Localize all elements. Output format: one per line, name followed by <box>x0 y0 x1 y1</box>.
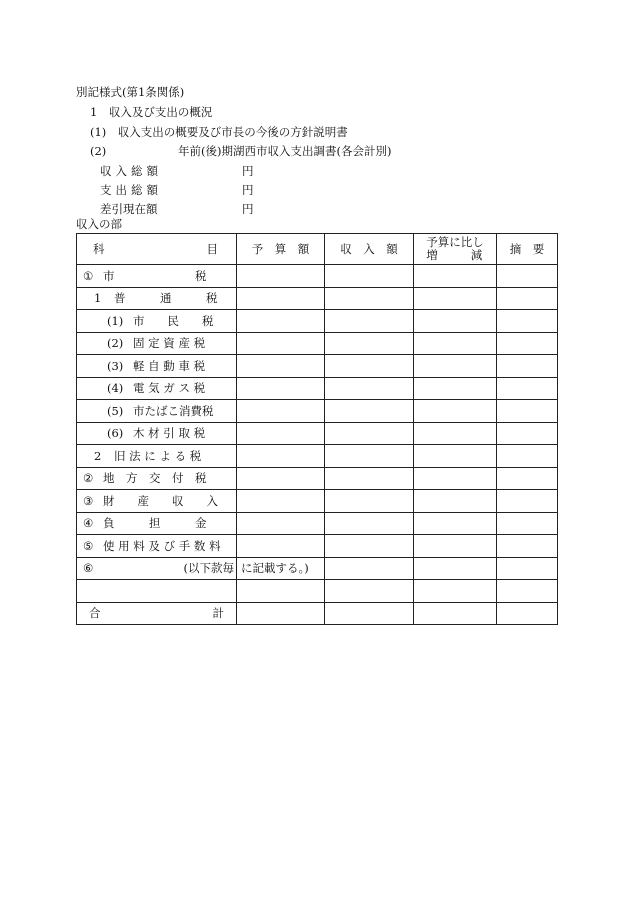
budget-cell[interactable] <box>237 535 325 558</box>
remarks-cell[interactable] <box>497 445 558 468</box>
total-label-left: 合 <box>89 606 101 621</box>
remarks-cell[interactable] <box>497 400 558 423</box>
row-number: ② <box>83 471 94 486</box>
budget-cell[interactable] <box>237 310 325 333</box>
row-label: 地 方 交 付 税 <box>103 471 207 486</box>
budget-cell[interactable] <box>237 400 325 423</box>
row-label: 負 担 金 <box>103 516 207 531</box>
row-label: 固 定 資 産 税 <box>133 336 206 351</box>
income-cell[interactable] <box>325 422 414 445</box>
row-subject <box>77 400 237 423</box>
header-compare-line1: 予算に比し <box>426 235 484 249</box>
row-label: 電 気 ガ ス 税 <box>133 381 206 396</box>
income-cell[interactable] <box>325 355 414 378</box>
row-label: 財 産 収 入 <box>103 493 218 508</box>
row-label: 木 材 引 取 税 <box>133 426 206 441</box>
row-number: 2 <box>94 448 102 463</box>
income-total-label: 収入総額 <box>100 164 162 178</box>
budget-cell[interactable] <box>237 422 325 445</box>
compare-cell[interactable] <box>414 355 497 378</box>
income-cell[interactable] <box>325 287 414 310</box>
row-subject <box>77 377 237 400</box>
row-subject <box>77 580 237 603</box>
compare-cell[interactable] <box>414 580 497 603</box>
revenue-table <box>76 233 558 625</box>
row-subject <box>77 422 237 445</box>
row-number: ⑤ <box>83 538 94 553</box>
row-label: 旧 法 に よ る 税 <box>114 448 202 463</box>
income-total-unit: 円 <box>242 164 254 178</box>
item-2-number: (2) <box>90 144 107 158</box>
section-heading-1: 1 収入及び支出の概況 <box>90 105 213 119</box>
compare-cell[interactable] <box>414 557 497 580</box>
form-title: 別記様式(第1条関係) <box>76 85 185 99</box>
row-number: 1 <box>94 291 102 306</box>
remarks-cell[interactable] <box>497 377 558 400</box>
remarks-cell[interactable] <box>497 422 558 445</box>
row-label: (以下款毎 <box>183 561 234 576</box>
table-row <box>77 265 558 288</box>
budget-cell[interactable] <box>237 377 325 400</box>
row-number: (1) <box>107 313 124 328</box>
item-1-text: (1) 収入支出の概要及び市長の今後の方針説明書 <box>90 125 348 139</box>
budget-cell[interactable] <box>237 512 325 535</box>
header-compare-decrease: 減 <box>470 248 483 262</box>
header-remarks: 摘 要 <box>497 234 558 265</box>
remarks-cell[interactable] <box>497 490 558 513</box>
table-row <box>77 535 558 558</box>
table-row <box>77 580 558 603</box>
table-row <box>77 332 558 355</box>
row-number: ① <box>83 268 94 283</box>
budget-cell[interactable] <box>237 332 325 355</box>
budget-cell[interactable] <box>237 557 325 580</box>
compare-cell[interactable] <box>414 265 497 288</box>
compare-cell[interactable] <box>414 310 497 333</box>
table-row <box>77 445 558 468</box>
compare-cell[interactable] <box>414 400 497 423</box>
balance-label: 差引現在額 <box>100 202 158 216</box>
compare-cell[interactable] <box>414 535 497 558</box>
row-subject <box>77 535 237 558</box>
remarks-cell[interactable] <box>497 535 558 558</box>
remarks-cell[interactable] <box>497 557 558 580</box>
table-row <box>77 355 558 378</box>
header-subject-left: 科 <box>93 242 105 256</box>
row-subject <box>77 512 237 535</box>
budget-cell[interactable] <box>237 287 325 310</box>
remarks-cell[interactable] <box>497 310 558 333</box>
compare-cell[interactable] <box>414 332 497 355</box>
row-label: 市 民 税 <box>133 313 214 328</box>
row-label: 使 用 料 及 び 手 数 料 <box>103 538 221 553</box>
row-subject <box>77 310 237 333</box>
income-cell[interactable] <box>325 445 414 468</box>
remarks-cell[interactable] <box>497 580 558 603</box>
balance-unit: 円 <box>242 202 254 216</box>
table-row <box>77 310 558 333</box>
row-label-continued: に記載する。) <box>241 561 309 576</box>
row-subject <box>77 332 237 355</box>
row-number: ④ <box>83 516 94 531</box>
header-compare-increase: 増 <box>426 248 438 262</box>
table-row <box>77 467 558 490</box>
total-subject <box>77 602 237 625</box>
row-subject <box>77 265 237 288</box>
row-subject <box>77 445 237 468</box>
table-row <box>77 287 558 310</box>
income-cell[interactable] <box>325 332 414 355</box>
income-cell[interactable] <box>325 512 414 535</box>
row-number: (6) <box>107 426 124 441</box>
row-number: ⑥ <box>83 561 94 576</box>
header-budget: 予 算 額 <box>237 234 325 265</box>
budget-cell[interactable] <box>237 467 325 490</box>
table-row <box>77 422 558 445</box>
header-income: 収 入 額 <box>325 234 414 265</box>
budget-cell[interactable] <box>237 490 325 513</box>
compare-cell[interactable] <box>414 467 497 490</box>
expense-total-label: 支出総額 <box>100 183 162 197</box>
header-compare <box>414 234 497 265</box>
budget-cell[interactable] <box>237 580 325 603</box>
total-compare-cell[interactable] <box>414 602 497 625</box>
remarks-cell[interactable] <box>497 265 558 288</box>
income-cell[interactable] <box>325 377 414 400</box>
compare-cell[interactable] <box>414 445 497 468</box>
header-subject <box>77 234 237 265</box>
row-number: (2) <box>107 336 124 351</box>
remarks-cell[interactable] <box>497 332 558 355</box>
income-cell[interactable] <box>325 467 414 490</box>
row-label: 市 税 <box>103 268 207 283</box>
remarks-cell[interactable] <box>497 355 558 378</box>
total-label-right: 計 <box>212 606 224 621</box>
remarks-cell[interactable] <box>497 512 558 535</box>
table-header-row <box>77 234 558 265</box>
income-cell[interactable] <box>325 400 414 423</box>
row-number: (3) <box>107 358 124 373</box>
row-subject <box>77 557 237 580</box>
revenue-section-heading: 収入の部 <box>76 217 122 231</box>
budget-cell[interactable] <box>237 355 325 378</box>
compare-cell[interactable] <box>414 512 497 535</box>
total-remarks-cell[interactable] <box>497 602 558 625</box>
income-cell[interactable] <box>325 265 414 288</box>
compare-cell[interactable] <box>414 377 497 400</box>
compare-cell[interactable] <box>414 287 497 310</box>
row-subject <box>77 490 237 513</box>
income-cell[interactable] <box>325 535 414 558</box>
row-number: (4) <box>107 381 124 396</box>
income-cell[interactable] <box>325 490 414 513</box>
row-subject <box>77 467 237 490</box>
table-row <box>77 512 558 535</box>
budget-cell[interactable] <box>237 445 325 468</box>
remarks-cell[interactable] <box>497 287 558 310</box>
remarks-cell[interactable] <box>497 467 558 490</box>
row-subject <box>77 287 237 310</box>
expense-total-unit: 円 <box>242 183 254 197</box>
row-number: (5) <box>107 403 124 418</box>
total-income-cell[interactable] <box>325 602 414 625</box>
budget-cell[interactable] <box>237 265 325 288</box>
income-cell[interactable] <box>325 580 414 603</box>
table-row <box>77 557 558 580</box>
compare-cell[interactable] <box>414 490 497 513</box>
income-cell[interactable] <box>325 557 414 580</box>
row-subject <box>77 355 237 378</box>
table-row <box>77 377 558 400</box>
compare-cell[interactable] <box>414 422 497 445</box>
income-cell[interactable] <box>325 310 414 333</box>
table-total-row <box>77 602 558 625</box>
header-subject-right: 目 <box>206 242 218 256</box>
row-number: ③ <box>83 493 94 508</box>
row-label: 軽 自 動 車 税 <box>133 358 206 373</box>
item-2-text: 年前(後)期湖西市収入支出調書(各会計別) <box>178 144 392 158</box>
table-row <box>77 490 558 513</box>
row-label: 市たばこ消費税 <box>133 403 214 418</box>
row-label: 普 通 税 <box>114 291 218 306</box>
table-row <box>77 400 558 423</box>
total-budget-cell[interactable] <box>237 602 325 625</box>
